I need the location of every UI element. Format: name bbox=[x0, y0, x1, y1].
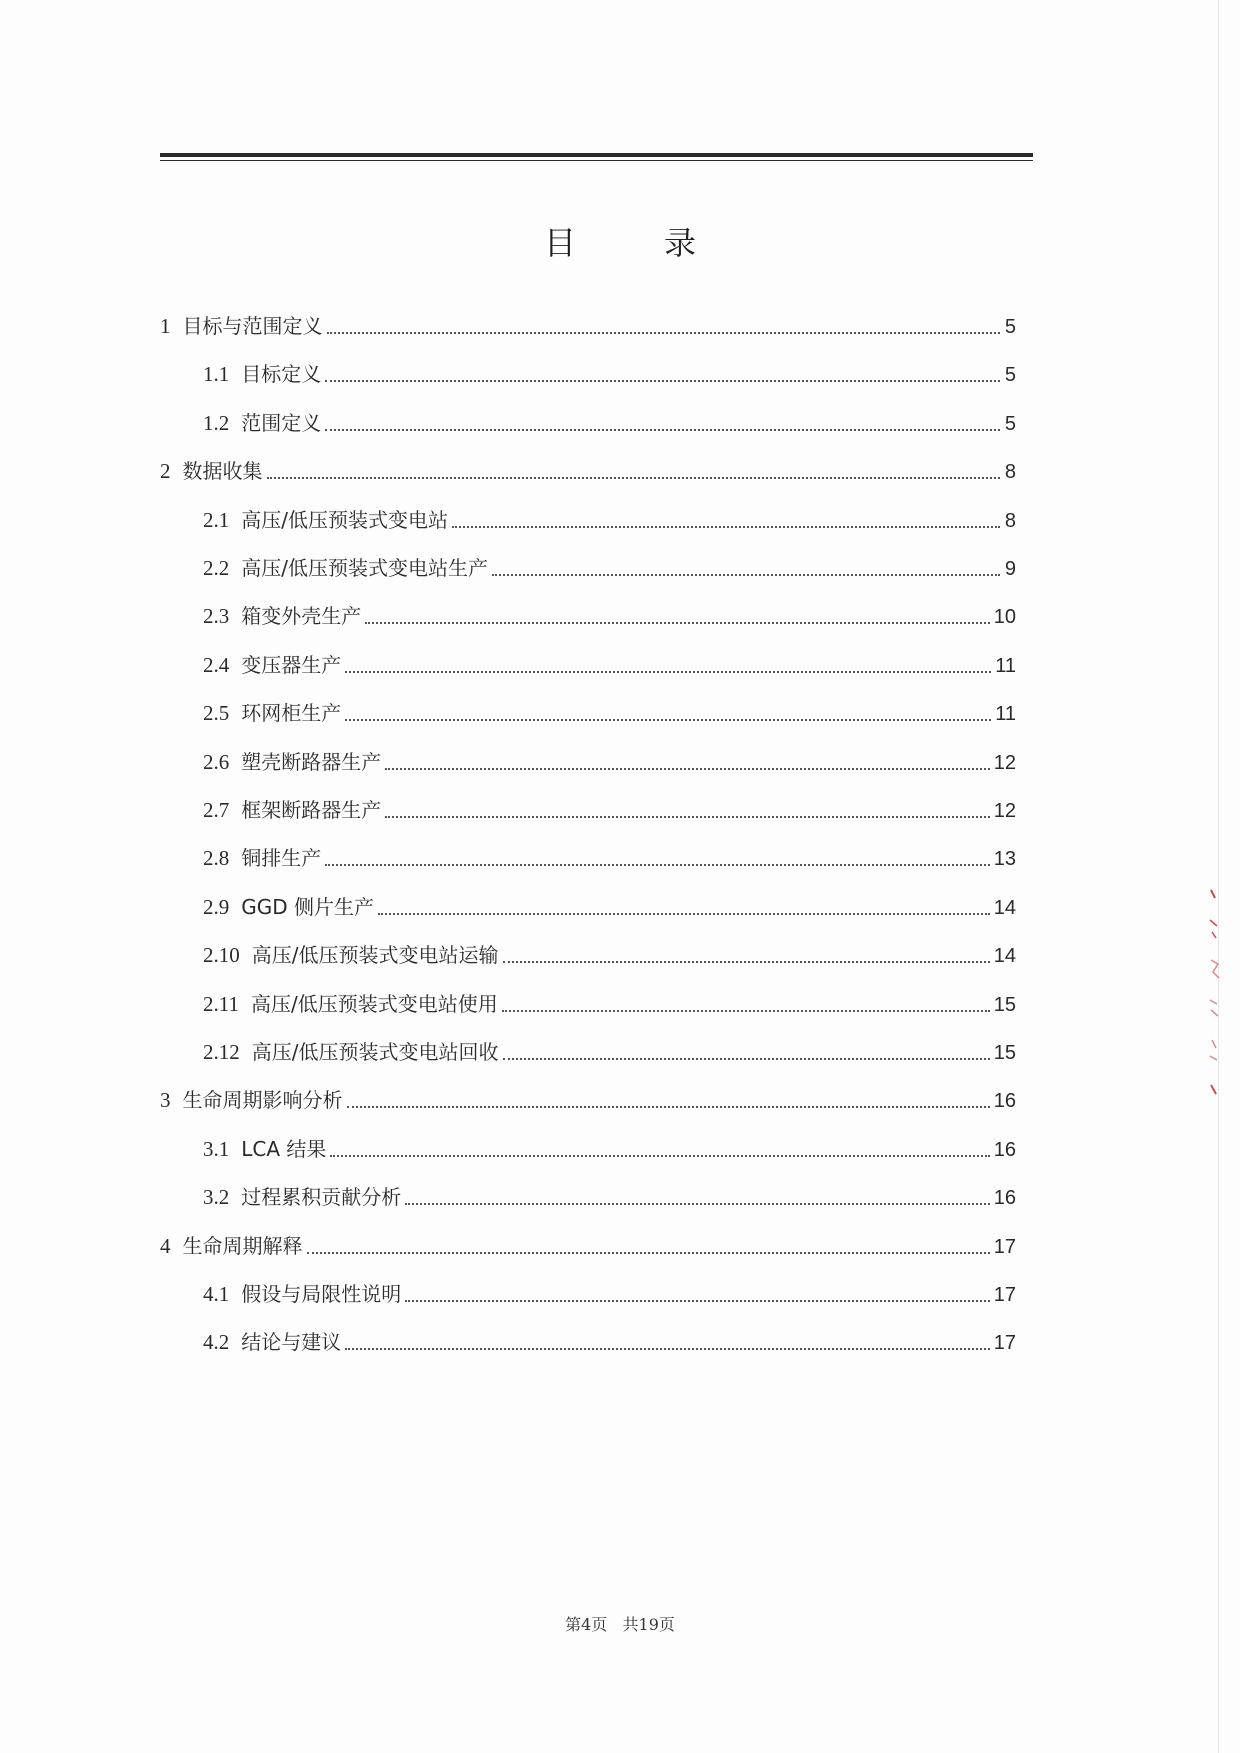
toc-entry[interactable] bbox=[203, 699, 1016, 727]
toc-dot-leader bbox=[345, 718, 991, 721]
header-rule bbox=[160, 153, 1033, 161]
toc-dot-leader bbox=[385, 815, 990, 818]
toc-entry-number: 2.3 bbox=[203, 604, 230, 628]
header-rule-thin bbox=[160, 160, 1033, 161]
toc-entry-number: 2.10 bbox=[203, 943, 240, 967]
toc-entry[interactable] bbox=[203, 1038, 1016, 1066]
toc-entry-title: 结论与建议 bbox=[241, 1330, 342, 1354]
toc-entry-title: GGD 侧片生产 bbox=[241, 895, 375, 919]
toc-entry-title: 高压/低压预装式变电站运输 bbox=[251, 943, 499, 967]
toc-dot-leader bbox=[405, 1299, 990, 1302]
toc-entry-number: 1 bbox=[160, 314, 171, 338]
toc-entry[interactable] bbox=[203, 1280, 1016, 1308]
toc-entry-number: 2.1 bbox=[203, 508, 230, 532]
toc-entry-title: LCA 结果 bbox=[241, 1137, 327, 1161]
toc-entry[interactable] bbox=[160, 1086, 1016, 1114]
toc-dot-leader bbox=[502, 1009, 990, 1012]
toc-entry-number: 2.8 bbox=[203, 846, 230, 870]
footer-spacer bbox=[607, 1615, 622, 1634]
toc-entry-title: 铜排生产 bbox=[241, 846, 322, 870]
toc-entry-title: 箱变外壳生产 bbox=[241, 604, 362, 628]
toc-entry-page-number: 11 bbox=[995, 655, 1016, 677]
toc-dot-leader bbox=[365, 621, 990, 624]
toc-entry-title: 高压/低压预装式变电站生产 bbox=[241, 556, 488, 580]
toc-entry-title: 目标与范围定义 bbox=[182, 314, 323, 338]
toc-dot-leader bbox=[330, 1154, 989, 1157]
toc-entry-title: 塑壳断路器生产 bbox=[241, 750, 382, 774]
toc-dot-leader bbox=[405, 1202, 990, 1205]
toc-entry-page-number: 16 bbox=[993, 1090, 1016, 1112]
toc-entry-page-number: 5 bbox=[1004, 413, 1016, 435]
toc-entry-title: 高压/低压预装式变电站回收 bbox=[251, 1040, 499, 1064]
toc-entry-number: 4.1 bbox=[203, 1282, 230, 1306]
toc-entry-number: 2.9 bbox=[203, 895, 230, 919]
toc-entry-page-number: 10 bbox=[993, 606, 1016, 628]
toc-entry[interactable] bbox=[203, 990, 1016, 1018]
toc-entry-page-number: 11 bbox=[995, 703, 1016, 725]
toc-entry-page-number: 17 bbox=[993, 1332, 1016, 1354]
toc-entry-page-number: 16 bbox=[993, 1139, 1016, 1161]
toc-entry-title: 范围定义 bbox=[241, 411, 322, 435]
toc-dot-leader bbox=[452, 525, 1000, 528]
toc-entry-page-number: 8 bbox=[1004, 510, 1016, 532]
toc-entry-number: 4 bbox=[160, 1234, 171, 1258]
toc-entry-number: 1.2 bbox=[203, 411, 230, 435]
toc-entry[interactable] bbox=[203, 941, 1016, 969]
toc-dot-leader bbox=[325, 428, 1000, 431]
toc-title: 目 录 bbox=[543, 224, 724, 262]
toc-entry-title: 假设与局限性说明 bbox=[241, 1282, 402, 1306]
toc-dot-leader bbox=[267, 476, 1001, 479]
toc-dot-leader bbox=[307, 1251, 990, 1254]
toc-entry-title: 高压/低压预装式变电站 bbox=[241, 508, 448, 532]
toc-entry[interactable] bbox=[203, 602, 1016, 630]
toc-entry-page-number: 5 bbox=[1004, 316, 1016, 338]
toc-entry-number: 2.2 bbox=[203, 556, 230, 580]
toc-entry-number: 3 bbox=[160, 1088, 171, 1112]
toc-entry[interactable] bbox=[203, 893, 1016, 921]
toc-entry-title: 生命周期解释 bbox=[182, 1234, 303, 1258]
toc-entry-number: 4.2 bbox=[203, 1330, 230, 1354]
toc-entry-page-number: 8 bbox=[1004, 461, 1016, 483]
toc-dot-leader bbox=[378, 912, 990, 915]
toc-dot-leader bbox=[385, 767, 990, 770]
toc-entry[interactable] bbox=[203, 748, 1016, 776]
toc-entry[interactable] bbox=[160, 312, 1016, 340]
toc-dot-leader bbox=[327, 331, 1001, 334]
toc-entry[interactable] bbox=[203, 1183, 1016, 1211]
toc-entry[interactable] bbox=[203, 1328, 1016, 1356]
toc-entry[interactable] bbox=[160, 1232, 1016, 1260]
toc-entry-title: 框架断路器生产 bbox=[241, 798, 382, 822]
toc-entry[interactable] bbox=[203, 360, 1016, 388]
toc-entry[interactable] bbox=[160, 457, 1016, 485]
toc-entry-number: 2.4 bbox=[203, 653, 230, 677]
scan-edge-line bbox=[1218, 0, 1219, 1753]
toc-entry-page-number: 12 bbox=[993, 752, 1016, 774]
footer-page-label: 第4页 bbox=[565, 1615, 608, 1634]
toc-entry-title: 过程累积贡献分析 bbox=[241, 1185, 402, 1209]
toc-dot-leader bbox=[503, 1057, 990, 1060]
toc-entry-number: 2 bbox=[160, 459, 171, 483]
toc-entry-title: 环网柜生产 bbox=[241, 701, 342, 725]
toc-entry-page-number: 17 bbox=[993, 1236, 1016, 1258]
toc-entry-title: 生命周期影响分析 bbox=[182, 1088, 343, 1112]
toc-dot-leader bbox=[347, 1105, 990, 1108]
toc-entry-page-number: 12 bbox=[993, 800, 1016, 822]
toc-entry-page-number: 15 bbox=[993, 994, 1016, 1016]
footer-total-label: 共19页 bbox=[622, 1615, 675, 1634]
toc-entry-page-number: 14 bbox=[993, 897, 1016, 919]
toc-entry[interactable] bbox=[203, 409, 1016, 437]
toc-dot-leader bbox=[325, 379, 1000, 382]
toc-dot-leader bbox=[503, 960, 990, 963]
toc-entry-title: 数据收集 bbox=[182, 459, 263, 483]
toc-entry-number: 3.1 bbox=[203, 1137, 230, 1161]
page-footer bbox=[0, 1612, 1240, 1635]
toc-entry-page-number: 15 bbox=[993, 1042, 1016, 1064]
toc-entry[interactable] bbox=[203, 844, 1016, 872]
toc-entry-page-number: 5 bbox=[1004, 364, 1016, 386]
toc-entry-page-number: 14 bbox=[993, 945, 1016, 967]
toc-entry-page-number: 13 bbox=[993, 848, 1016, 870]
seal-stamp-fragment bbox=[1207, 880, 1227, 1100]
toc-entry-number: 2.7 bbox=[203, 798, 230, 822]
toc-dot-leader bbox=[325, 863, 990, 866]
toc-entry[interactable] bbox=[203, 651, 1016, 679]
toc-dot-leader bbox=[492, 573, 1000, 576]
toc-entry-number: 2.11 bbox=[203, 992, 239, 1016]
toc-dot-leader bbox=[345, 670, 991, 673]
toc-entry-number: 2.6 bbox=[203, 750, 230, 774]
toc-entry[interactable] bbox=[203, 796, 1016, 824]
toc-entry-page-number: 17 bbox=[993, 1284, 1016, 1306]
toc-entry-number: 2.12 bbox=[203, 1040, 240, 1064]
toc-entry[interactable] bbox=[203, 1135, 1016, 1163]
toc-entry-number: 2.5 bbox=[203, 701, 230, 725]
toc-entry[interactable] bbox=[203, 506, 1016, 534]
toc-entry-title: 高压/低压预装式变电站使用 bbox=[250, 992, 498, 1016]
toc-entry-number: 3.2 bbox=[203, 1185, 230, 1209]
toc-entry-number: 1.1 bbox=[203, 362, 230, 386]
toc-dot-leader bbox=[345, 1347, 990, 1350]
toc-entry[interactable] bbox=[203, 554, 1016, 582]
toc-entry-page-number: 9 bbox=[1004, 558, 1016, 580]
toc-entry-page-number: 16 bbox=[993, 1187, 1016, 1209]
header-rule-thick bbox=[160, 153, 1033, 157]
toc-entry-title: 目标定义 bbox=[241, 362, 322, 386]
toc-entry-title: 变压器生产 bbox=[241, 653, 342, 677]
